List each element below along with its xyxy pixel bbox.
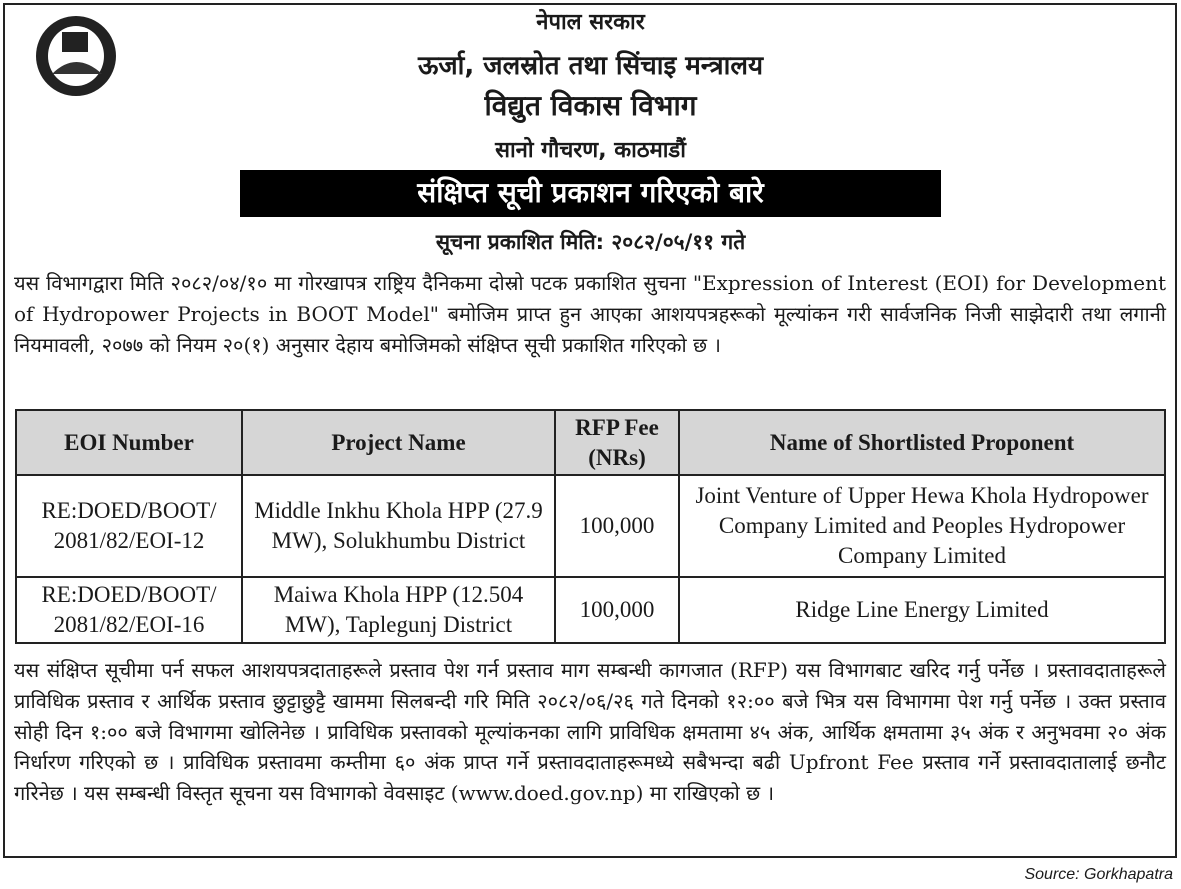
ministry-name: ऊर्जा, जलस्रोत तथा सिंचाइ मन्त्रालय bbox=[417, 51, 764, 81]
intro-paragraph: यस विभागद्वारा मिति २०८२/०४/१० मा गोरखापत्र राष्ट्रिय दैनिकमा दोस्रो पटक प्रकाशित सुचना "Expression of Interest (EOI) for Development of Hydropower Projects in BOOT Model" बमोजिम प्राप्त हुन आएका आशयपत्रहरूको मूल्यांकन गरी सार्वजनिक निजी साझेदारी तथा लगानी नियमावली, २०७७ को नियम २०(१) अनुसार देहाय बमोजिमको संक्षिप्त सूची प्रकाशित गरिएको छ । bbox=[14, 271, 1166, 357]
header-project-name: Project Name bbox=[242, 410, 555, 475]
source-credit: Source: Gorkhapatra bbox=[1024, 866, 1173, 883]
government-name: नेपाल सरकार bbox=[536, 10, 645, 35]
closing-paragraph: यस संक्षिप्त सूचीमा पर्न सफल आशयपत्रदाताहरूले प्रस्ताव पेश गर्न प्रस्ताव माग सम्बन्धी कागजात (RFP) यस विभागबाट खरिद गर्नु पर्नेछ । प्रस्तावदाताहरूले प्राविधिक प्रस्ताव र आर्थिक प्रस्ताव छुट्टाछुट्टै खाममा सिलबन्दी गरि मिति २०८२/०६/२६ गते दिनको १२:०० बजे भित्र यस विभागमा पेश गर्नु पर्नेछ । उक्त प्रस्ताव सोही दिन १:०० बजे विभागमा खोलिनेछ । प्राविधिक प्रस्तावको मूल्यांकनका लागि प्राविधिक क्षमतामा ४५ अंक, आर्थिक क्षमतामा ३५ अंक र अनुभवमा २० अंक निर्धारण गरिएको छ । प्राविधिक प्रस्तावमा कम्तीमा ६० अंक प्राप्त गर्ने प्रस्तावदाताहरूमध्ये सबैभन्दा बढी Upfront Fee प्रस्ताव गर्ने प्रस्तावदातालाई छनौट गरिनेछ । यस सम्बन्धी विस्तृत सूचना यस विभागको वेवसाइट (www.doed.gov.np) मा राखिएको छ । bbox=[14, 658, 1166, 806]
eoi-number-cell: RE:DOED/BOOT/ 2081/82/EOI-12 bbox=[16, 475, 242, 577]
proponent-cell: Joint Venture of Upper Hewa Khola Hydropower Company Limited and Peoples Hydropower Company Limited bbox=[679, 475, 1165, 577]
project-name-cell: Maiwa Khola HPP (12.504 MW), Taplegunj District bbox=[242, 577, 555, 643]
notice-title: संक्षिप्त सूची प्रकाशन गरिएको बारे bbox=[240, 170, 941, 217]
project-name-cell: Middle Inkhu Khola HPP (27.9 MW), Solukhumbu District bbox=[242, 475, 555, 577]
address: सानो गौचरण, काठमाडौं bbox=[495, 138, 686, 163]
table-row bbox=[16, 475, 1165, 577]
header-eoi-number: EOI Number bbox=[16, 410, 242, 475]
table-row bbox=[16, 577, 1165, 643]
header-rfp-fee: RFP Fee (NRs) bbox=[555, 410, 679, 475]
eoi-number-cell: RE:DOED/BOOT/ 2081/82/EOI-16 bbox=[16, 577, 242, 643]
proponent-cell: Ridge Line Energy Limited bbox=[679, 577, 1165, 643]
publish-date: सूचना प्रकाशित मिति: २०८२/०५/११ गते bbox=[435, 230, 746, 254]
department-name: विद्युत विकास विभाग bbox=[484, 89, 697, 122]
table-header-row bbox=[16, 410, 1165, 475]
rfp-fee-cell: 100,000 bbox=[555, 577, 679, 643]
rfp-fee-cell: 100,000 bbox=[555, 475, 679, 577]
header-proponent: Name of Shortlisted Proponent bbox=[679, 410, 1165, 475]
shortlist-table bbox=[15, 409, 1166, 644]
